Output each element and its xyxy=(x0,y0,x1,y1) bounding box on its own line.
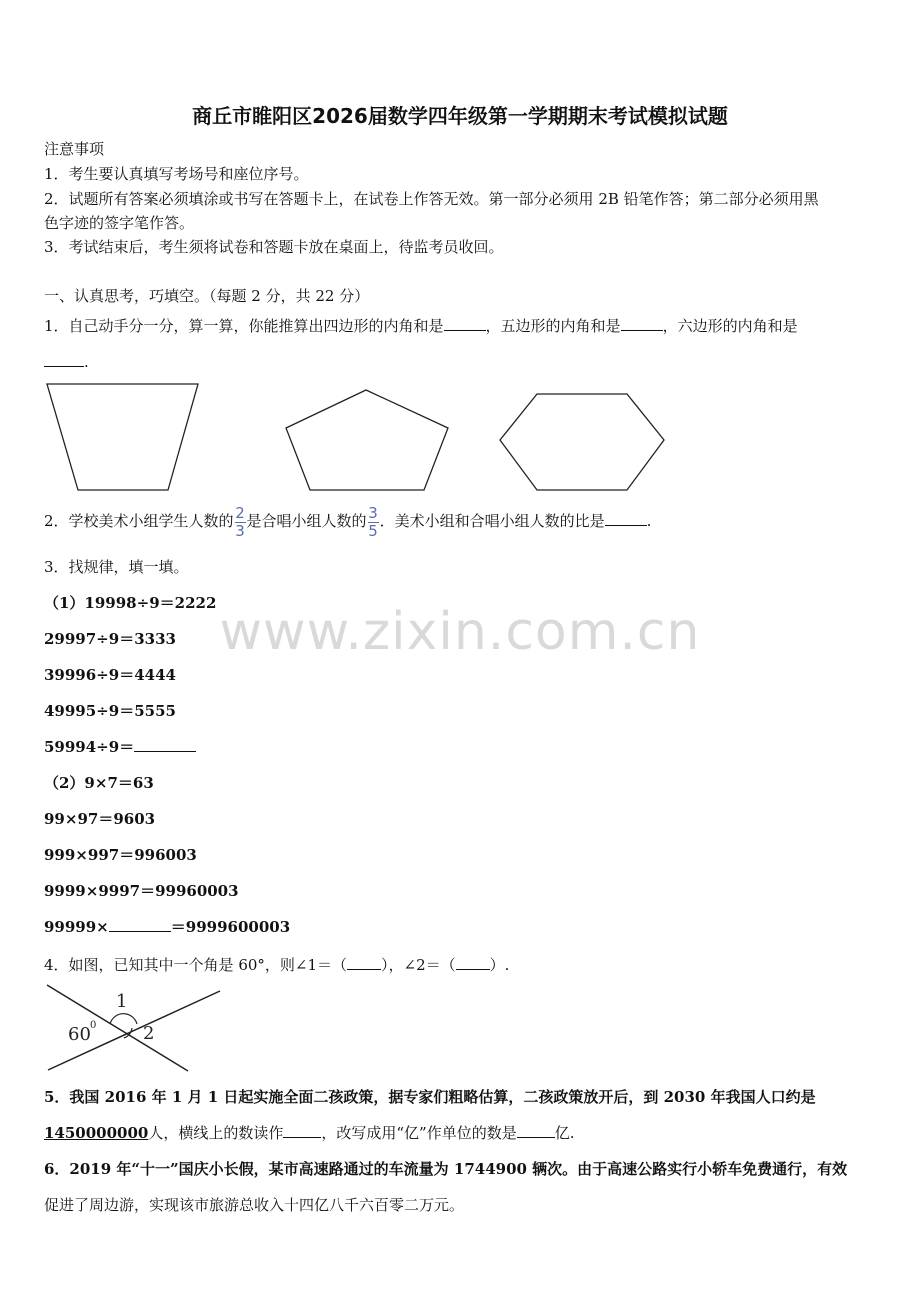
q5-text: 亿. xyxy=(554,1124,575,1142)
angle-label-60: 60 xyxy=(68,1024,91,1045)
angle-figure xyxy=(40,980,230,1076)
equation-line: 29997÷9＝3333 xyxy=(44,630,176,648)
question-6: 6．2019 年“十一”国庆小长假，某市高速路通过的车流量为 1744900 辆次。由于高速公路实行小轿车免费通行，有效 xyxy=(44,1160,848,1178)
degree-mark: 0 xyxy=(90,1020,97,1031)
equation-line: 59994÷9＝ xyxy=(44,736,196,757)
question-6-cont: 促进了周边游，实现该市旅游总收入十四亿八千六百零二万元。 xyxy=(44,1196,465,1214)
q4-text: 4．如图，已知其中一个角是 60°，则∠1＝（ xyxy=(44,956,348,974)
answer-blank[interactable] xyxy=(605,511,647,526)
equation-line: 49995÷9＝5555 xyxy=(44,702,176,720)
angle-arc xyxy=(110,1014,137,1024)
answer-blank[interactable] xyxy=(517,1123,555,1138)
question-3-heading: 3．找规律，填一填。 xyxy=(44,558,189,576)
quadrilateral-shape xyxy=(47,384,198,490)
notice-item: 1．考生要认真填写考场号和座位序号。 xyxy=(44,165,309,183)
equation-line: 99×97＝9603 xyxy=(44,810,156,828)
watermark: www.zixin.com.cn xyxy=(219,602,701,662)
q5-text: ，改写成用“亿”作单位的数是 xyxy=(321,1124,517,1142)
question-4 xyxy=(44,954,509,975)
question-1 xyxy=(44,315,798,336)
q5-text: 人，横线上的数读作 xyxy=(148,1124,284,1142)
question-5: 5．我国 2016 年 1 月 1 日起实施全面二孩政策，据专家们粗略估算，二孩政策放开后，到 2030 年我国人口约是 xyxy=(44,1088,816,1106)
q1-text: ，六边形的内角和是 xyxy=(662,317,798,335)
q1-text: . xyxy=(84,353,89,371)
notice-item: 3．考试结束后，考生须将试卷和答题卡放在桌面上，待监考员收回。 xyxy=(44,238,504,256)
equation-line: 9999×9997＝99960003 xyxy=(44,882,239,900)
answer-blank[interactable] xyxy=(444,316,486,331)
angle-label-1: 1 xyxy=(116,991,128,1012)
q2-text: ．美术小组和合唱小组人数的比是 xyxy=(379,512,605,530)
notice-item: 2．试题所有答案必须填涂或书写在答题卡上，在试卷上作答无效。第一部分必须用 2B 铅笔作答；第二部分必须用黑 xyxy=(44,190,819,208)
answer-blank[interactable] xyxy=(456,955,490,970)
section-heading: 一、认真思考，巧填空。（每题 2 分，共 22 分） xyxy=(44,287,370,305)
equation-line: 99999× ＝9999600003 xyxy=(44,918,291,936)
answer-blank[interactable] xyxy=(621,316,663,331)
question-2 xyxy=(44,500,651,542)
answer-blank[interactable] xyxy=(283,1123,321,1138)
q4-text: ），∠2＝（ xyxy=(381,956,456,974)
q4-text: ）. xyxy=(489,956,510,974)
angle-label-2: 2 xyxy=(143,1023,155,1044)
q1-text: ，五边形的内角和是 xyxy=(485,317,621,335)
equation-line: （2）9×7＝63 xyxy=(44,774,154,792)
notice-item: 色字迹的签字笔作答。 xyxy=(44,214,195,232)
equation-line: 999×997＝996003 xyxy=(44,846,197,864)
question-5-cont xyxy=(44,1122,575,1143)
pentagon-shape xyxy=(286,390,448,490)
q2-text: 2．学校美术小组学生人数的 xyxy=(44,512,234,530)
equation-line: （1）19998÷9＝2222 xyxy=(44,594,217,612)
answer-blank[interactable] xyxy=(109,917,171,932)
equation-line: 39996÷9＝4444 xyxy=(44,666,176,684)
q1-text: 1．自己动手分一分，算一算，你能推算出四边形的内角和是 xyxy=(44,317,444,335)
fraction: $\frac{3}{5}$ xyxy=(368,503,378,540)
page-title: 商丘市睢阳区2026届数学四年级第一学期期末考试模拟试题 xyxy=(192,104,728,128)
q2-text: 是合唱小组人数的 xyxy=(246,512,367,530)
answer-blank[interactable] xyxy=(347,955,381,970)
q2-text: . xyxy=(646,512,652,530)
answer-blank[interactable] xyxy=(44,352,84,367)
underlined-number: 1450000000 xyxy=(44,1124,149,1142)
hexagon-shape xyxy=(500,394,664,490)
notice-heading: 注意事项 xyxy=(44,140,105,158)
fraction: $\frac{2}{3}$ xyxy=(235,503,245,540)
polygon-figures xyxy=(40,378,680,498)
question-1-cont xyxy=(44,352,89,371)
answer-blank[interactable] xyxy=(134,737,196,752)
